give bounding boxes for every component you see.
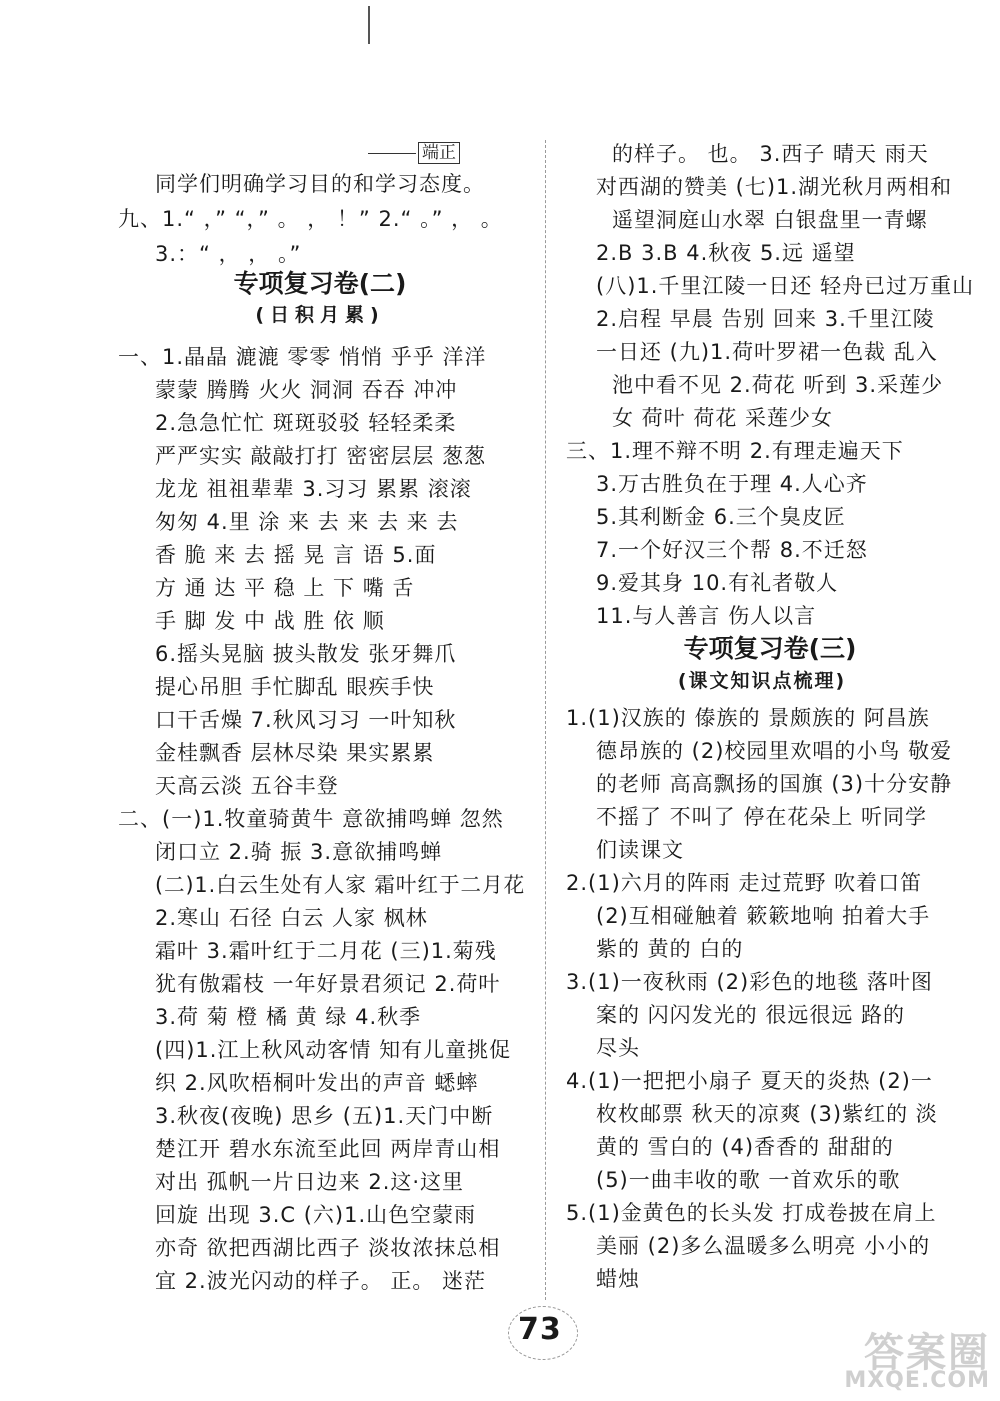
answer-line: 5.(1)金黄色的长头发 打成卷披在肩上 bbox=[566, 1201, 937, 1225]
answer-line: 女 荷叶 荷花 采莲少女 bbox=[612, 406, 834, 430]
answer-line: 楚江开 碧水东流至此回 两岸青山相 bbox=[155, 1137, 501, 1161]
answer-line: 5.其利断金 6.三个臭皮匠 bbox=[596, 505, 846, 529]
answer-line: 的样子。 也。 3.西子 晴天 雨天 bbox=[612, 142, 929, 166]
answer-line: 手 脚 发 中 战 胜 依 顺 bbox=[155, 609, 385, 633]
answer-line: 3.：“ ， ， 。” bbox=[155, 242, 302, 266]
answer-line: 池中看不见 2.荷花 听到 3.采莲少 bbox=[612, 373, 944, 397]
answer-line: 3.(1)一夜秋雨 (2)彩色的地毯 落叶图 bbox=[566, 970, 933, 994]
answer-line: (二)1.白云生处有人家 霜叶红于二月花 bbox=[155, 873, 526, 897]
answer-line: 香 脆 来 去 摇 晃 言 语 5.面 bbox=[155, 543, 437, 567]
answer-line: 蒙蒙 腾腾 火火 洞洞 吞吞 冲冲 bbox=[155, 378, 458, 402]
answer-line: 4.(1)一把把小扇子 夏天的炎热 (2)一 bbox=[566, 1069, 933, 1093]
answer-line: 不摇了 不叫了 停在花朵上 听同学 bbox=[596, 805, 928, 829]
watermark-logo-text: 答案圈 bbox=[864, 1330, 990, 1376]
answer-line: 3.万古胜负在于理 4.人心齐 bbox=[596, 472, 868, 496]
answer-line: 蜡烛 bbox=[596, 1267, 640, 1291]
answer-line: 枚枚邮票 秋天的凉爽 (3)紫红的 淡 bbox=[596, 1102, 938, 1126]
answer-line: 提心吊胆 手忙脚乱 眼疾手快 bbox=[155, 675, 435, 699]
answer-line: 紫的 黄的 白的 bbox=[596, 937, 744, 961]
answer-line: (2)互相碰触着 簌簌地响 拍着大手 bbox=[596, 904, 931, 928]
answer-line: (四)1.江上秋风动客情 知有儿童挑促 bbox=[155, 1038, 512, 1062]
answer-line: 匆匆 4.里 涂 来 去 来 去 来 去 bbox=[155, 510, 459, 534]
answer-line: 同学们明确学习目的和学习态度。 bbox=[155, 172, 485, 196]
answer-line: 亦奇 欲把西湖比西子 淡妆浓抹总相 bbox=[155, 1236, 501, 1260]
answer-line: 宜 2.波光闪动的样子。 正。 迷茫 bbox=[155, 1269, 487, 1293]
top-mark-line bbox=[368, 6, 370, 44]
answer-line: 的老师 高高飘扬的国旗 (3)十分安静 bbox=[596, 772, 953, 796]
answer-line: 遥望洞庭山水翠 白银盘里一青螺 bbox=[612, 208, 928, 232]
watermark-url: MXQE.COM bbox=[844, 1368, 990, 1393]
answer-line: 对出 孤帆一片日边来 2.这·这里 bbox=[155, 1170, 465, 1194]
page-number: 73 bbox=[518, 1312, 562, 1347]
answer-line: (5)一曲丰收的歌 一首欢乐的歌 bbox=[596, 1168, 901, 1192]
answer-line: 7.一个好汉三个帮 8.不迁怒 bbox=[596, 538, 868, 562]
answer-line: 二、(一)1.牧童骑黄牛 意欲捕鸣蝉 忽然 bbox=[118, 807, 504, 831]
answer-line: 黄的 雪白的 (4)香香的 甜甜的 bbox=[596, 1135, 894, 1159]
answer-line: 金桂飘香 层林尽染 果实累累 bbox=[155, 741, 435, 765]
answer-line: 美丽 (2)多么温暖多么明亮 小小的 bbox=[596, 1234, 931, 1258]
section-subheading: (课文知识点梳理) bbox=[677, 670, 847, 692]
answer-line: 3.秋夜(夜晚) 思乡 (五)1.天门中断 bbox=[155, 1104, 494, 1128]
answer-line: 德昂族的 (2)校园里欢唱的小鸟 敬爱 bbox=[596, 739, 953, 763]
answer-line: 严严实实 敲敲打打 密密层层 葱葱 bbox=[155, 444, 487, 468]
section-heading: 专项复习卷(二) bbox=[233, 269, 407, 298]
answer-line: 对西湖的赞美 (七)1.湖光秋月两相和 bbox=[596, 175, 953, 199]
answer-line: 三、1.理不辩不明 2.有理走遍天下 bbox=[566, 439, 904, 463]
answer-line: 织 2.风吹梧桐叶发出的声音 蟋蟀 bbox=[155, 1071, 479, 1095]
section-heading: 专项复习卷(三) bbox=[683, 634, 857, 663]
answer-line: 1.(1)汉族的 傣族的 景颇族的 阿昌族 bbox=[566, 706, 930, 730]
answer-line: 天高云淡 五谷丰登 bbox=[155, 774, 339, 798]
answer-line: 案的 闪闪发光的 很远很远 路的 bbox=[596, 1003, 906, 1027]
answer-line: 2.(1)六月的阵雨 走过荒野 吹着口笛 bbox=[566, 871, 923, 895]
answer-line: 2.启程 早晨 告别 回来 3.千里江陵 bbox=[596, 307, 935, 331]
answer-line: 2.寒山 石径 白云 人家 枫林 bbox=[155, 906, 428, 930]
watermark bbox=[844, 1321, 990, 1393]
answer-line: 龙龙 祖祖辈辈 3.习习 累累 滚滚 bbox=[155, 477, 472, 501]
answer-line: 11.与人善言 伤人以言 bbox=[596, 604, 817, 628]
answer-line: 2.急急忙忙 斑斑驳驳 轻轻柔柔 bbox=[155, 411, 457, 435]
note-box: 端正 bbox=[418, 142, 460, 164]
answer-line: 回旋 出现 3.C (六)1.山色空蒙雨 bbox=[155, 1203, 477, 1227]
column-divider bbox=[545, 140, 546, 1300]
answer-line: 3.荷 菊 橙 橘 黄 绿 4.秋季 bbox=[155, 1005, 422, 1029]
answer-line: 一日还 (九)1.荷叶罗裙一色裁 乱入 bbox=[596, 340, 938, 364]
answer-line: 们读课文 bbox=[596, 838, 684, 862]
answer-line: 方 通 达 平 稳 上 下 嘴 舌 bbox=[155, 576, 415, 600]
answer-line: 一、1.晶晶 漉漉 零零 悄悄 乎乎 洋洋 bbox=[118, 345, 487, 369]
answer-line: 九、1.“ ，” “，” 。 ， ！” 2.“ 。” ， 。 bbox=[118, 207, 503, 231]
answer-line: 口干舌燥 7.秋风习习 一叶知秋 bbox=[155, 708, 457, 732]
answer-line: 6.摇头晃脑 披头散发 张牙舞爪 bbox=[155, 642, 457, 666]
answer-line: 犹有傲霜枝 一年好景君须记 2.荷叶 bbox=[155, 972, 501, 996]
answer-line: 2.B 3.B 4.秋夜 5.远 遥望 bbox=[596, 241, 856, 265]
answer-line: 闭口立 2.骑 振 3.意欲捕鸣蝉 bbox=[155, 840, 443, 864]
section-subheading: (日积月累) bbox=[255, 304, 385, 326]
answer-line: (八)1.千里江陵一日还 轻舟已过万重山 bbox=[596, 274, 975, 298]
answer-line: 尽头 bbox=[596, 1036, 640, 1060]
answer-line: 霜叶 3.霜叶红于二月花 (三)1.菊残 bbox=[155, 939, 497, 963]
answer-line: 9.爱其身 10.有礼者敬人 bbox=[596, 571, 839, 595]
note-dash bbox=[368, 153, 416, 154]
